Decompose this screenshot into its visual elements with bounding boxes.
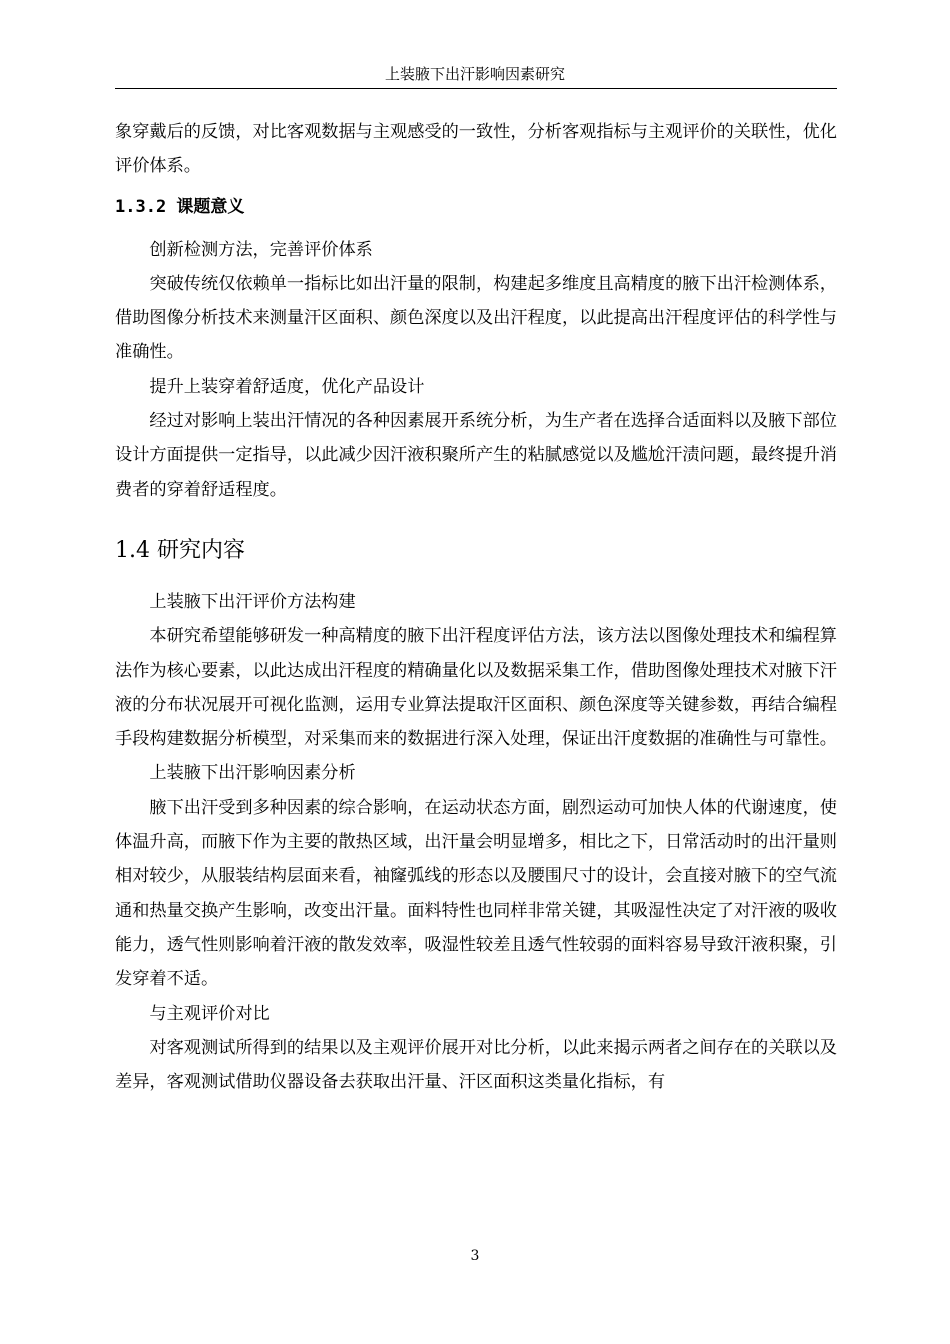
- header-rule: [115, 88, 837, 89]
- section-heading-1-4: 1.4 研究内容: [115, 537, 245, 563]
- paragraph-influence-factors: 腋下出汗受到多种因素的综合影响，在运动状态方面，剧烈运动可加快人体的代谢速度，使体温升高，而腋下作为主要的散热区域，出汗量会明显增多，相比之下，日常活动时的出汗量则相对较少，从服装结构层面来看，袖窿弧线的形态以及腰围尺寸的设计，会直接对腋下的空气流通和热量交换产生影响，改变出汗量。面料特性也同样非常关键，其吸湿性决定了对汗液的吸收能力，透气性则影响着汗液的散发效率，吸湿性较差且透气性较弱的面料容易导致汗液积聚，引发穿着不适。: [115, 797, 837, 990]
- paragraph-subjective-comparison: 对客观测试所得到的结果以及主观评价展开对比分析，以此来揭示两者之间存在的关联以及差异，客观测试借助仪器设备去获取出汗量、汗区面积这类量化指标，有: [115, 1037, 837, 1093]
- paragraph-comfort-design: 经过对影响上装出汗情况的各种因素展开系统分析，为生产者在选择合适面料以及腋下部位设计方面提供一定指导，以此减少因汗液积聚所产生的粘腻感觉以及尴尬汗渍问题，最终提升消费者的穿着舒适程度。: [115, 411, 837, 500]
- section-heading-1-3-2: 1.3.2 课题意义: [115, 196, 245, 217]
- paragraph-continued: 象穿戴后的反馈，对比客观数据与主观感受的一致性，分析客观指标与主观评价的关联性，优化评价体系。: [115, 122, 837, 177]
- subtopic-innovate-detection: 创新检测方法，完善评价体系: [149, 239, 373, 260]
- subtopic-subjective-comparison: 与主观评价对比: [149, 1003, 270, 1024]
- subtopic-comfort-design: 提升上装穿着舒适度，优化产品设计: [149, 376, 425, 397]
- subtopic-influence-factors: 上装腋下出汗影响因素分析: [149, 763, 356, 784]
- subtopic-evaluation-method: 上装腋下出汗评价方法构建: [149, 591, 356, 612]
- page-number: 3: [470, 1248, 480, 1264]
- paragraph-evaluation-method: 本研究希望能够研发一种高精度的腋下出汗程度评估方法，该方法以图像处理技术和编程算法作为核心要素，以此达成出汗程度的精确量化以及数据采集工作，借助图像处理技术对腋下汗液的分布状况展开可视化监测，运用专业算法提取汗区面积、颜色深度等关键参数，再结合编程手段构建数据分析模型，对采集而来的数据进行深入处理，保证出汗度数据的准确性与可靠性。: [115, 626, 837, 750]
- running-header: 上装腋下出汗影响因素研究: [384, 65, 565, 83]
- paragraph-detection-system: 突破传统仅依赖单一指标比如出汗量的限制，构建起多维度且高精度的腋下出汗检测体系，借助图像分析技术来测量汗区面积、颜色深度以及出汗程度，以此提高出汗程度评估的科学性与准确性。: [115, 273, 837, 363]
- page-body: [115, 115, 837, 1099]
